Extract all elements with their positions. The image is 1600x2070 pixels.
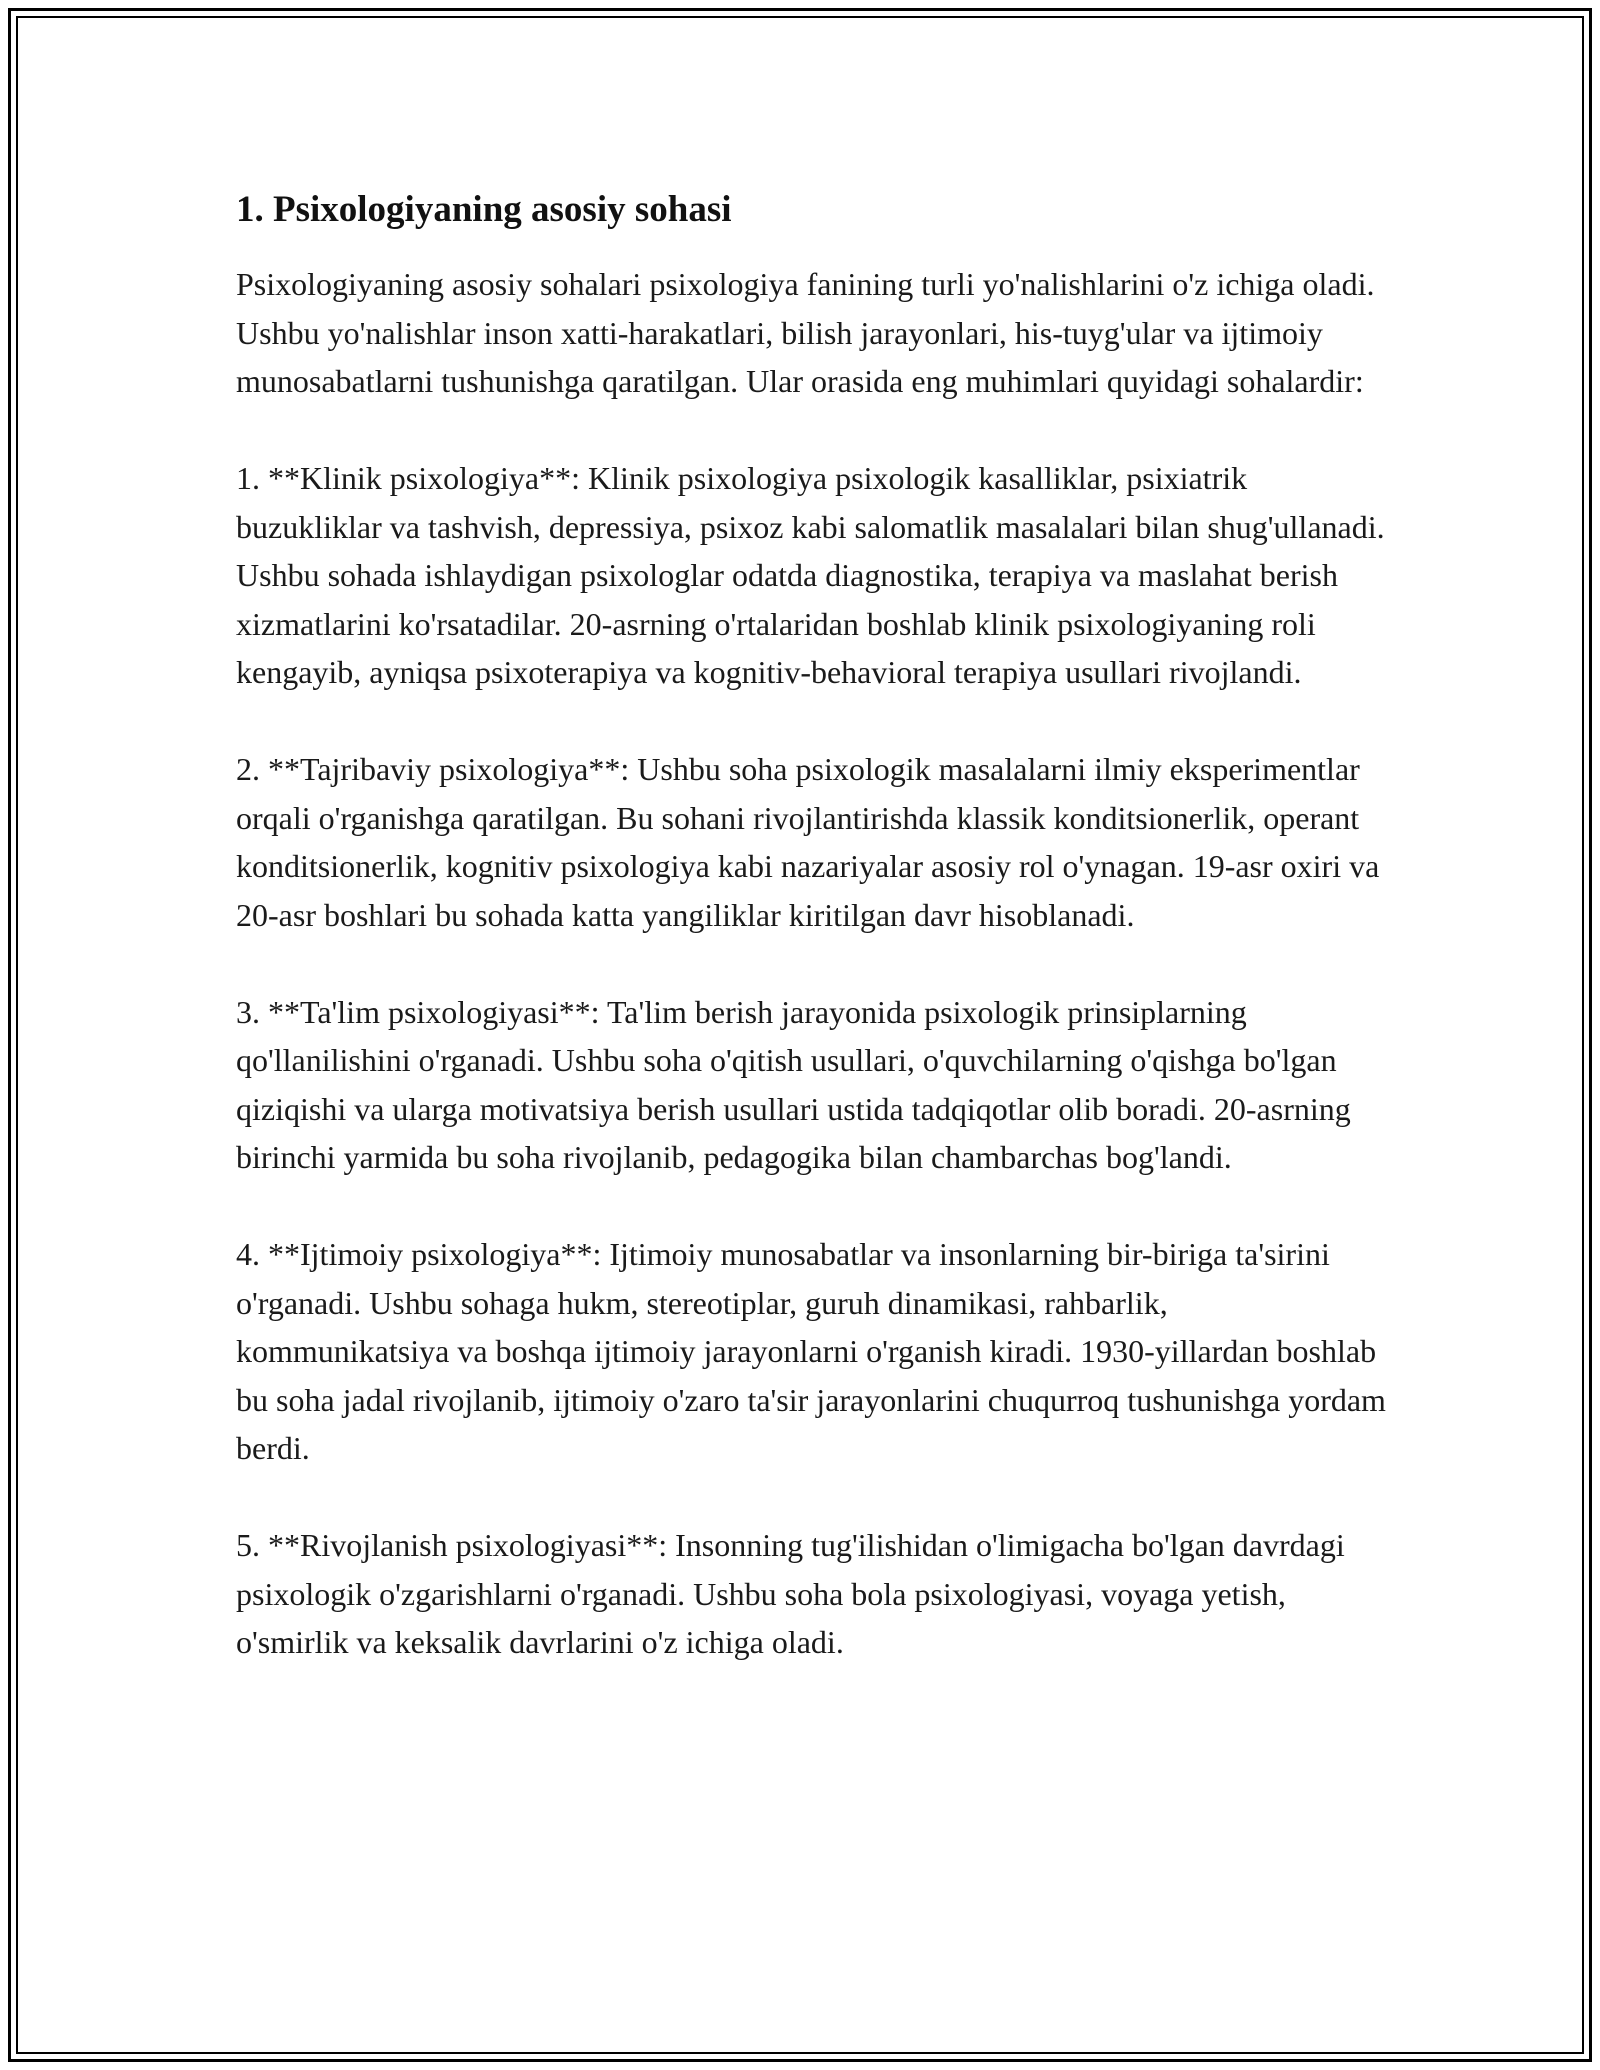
paragraph-clinical-psychology: 1. **Klinik psixologiya**: Klinik psixologiya psixologik kasalliklar, psixiatrik buzukliklar va tashvish, depressiya, psixoz kabi salomatlik masalalari bilan shug'ullanadi. Ushbu sohada ishlaydigan psixologlar odatda diagnostika, terapiya va maslahat berish xizmatlarini ko'rsatadilar. 20-asrning o'rtalaridan boshlab klinik psixologiyaning roli kengayib, ayniqsa psixoterapiya va kognitiv-behavioral terapiya usullari rivojlandi. [236, 460, 1385, 690]
paragraph-educational-psychology: 3. **Ta'lim psixologiyasi**: Ta'lim berish jarayonida psixologik prinsiplarning qo'llanilishini o'rganadi. Ushbu soha o'qitish usullari, o'quvchilarning o'qishga bo'lgan qiziqishi va ularga motivatsiya berish usullari ustida tadqiqotlar olib boradi. 20-asrning birinchi yarmida bu soha rivojlanib, pedagogika bilan chambarchas bog'landi. [236, 993, 1351, 1175]
paragraph-experimental-psychology: 2. **Tajribaviy psixologiya**: Ushbu soha psixologik masalalarni ilmiy eksperimentlar orqali o'rganishga qaratilgan. Bu sohani rivojlantirishda klassik konditsionerlik, operant konditsionerlik, kognitiv psixologiya kabi nazariyalar asosiy rol o'ynagan. 19-asr oxiri va 20-asr boshlari bu sohada katta yangiliklar kiritilgan davr hisoblanadi. [236, 751, 1380, 933]
intro-paragraph: Psixologiyaning asosiy sohalari psixologiya fanining turli yo'nalishlarini o'z ichiga oladi. Ushbu yo'nalishlar inson xatti-harakatlari, bilish jarayonlari, his-tuyg'ular va ijtimoiy munosabatlarni tushunishga qaratilgan. Ular orasida eng muhimlari quyidagi sohalardir: [236, 266, 1375, 399]
section-heading: 1. Psixologiyaning asosiy sohasi [236, 189, 732, 230]
paragraph-social-psychology: 4. **Ijtimoiy psixologiya**: Ijtimoiy munosabatlar va insonlarning bir-biriga ta'sirini o'rganadi. Ushbu sohaga hukm, stereotiplar, guruh dinamikasi, rahbarlik, kommunikatsiya va boshqa ijtimoiy jarayonlarni o'rganish kiradi. 1930-yillardan boshlab bu soha jadal rivojlanib, ijtimoiy o'zaro ta'sir jarayonlarini chuqurroq tushunishga yordam berdi. [236, 1236, 1386, 1466]
paragraph-developmental-psychology: 5. **Rivojlanish psixologiyasi**: Insonning tug'ilishidan o'limigacha bo'lgan davrdagi psixologik o'zgarishlarni o'rganadi. Ushbu soha bola psixologiyasi, voyaga yetish, o'smirlik va keksalik davrlarini o'z ichiga oladi. [236, 1527, 1345, 1660]
document-body [236, 186, 1386, 1667]
